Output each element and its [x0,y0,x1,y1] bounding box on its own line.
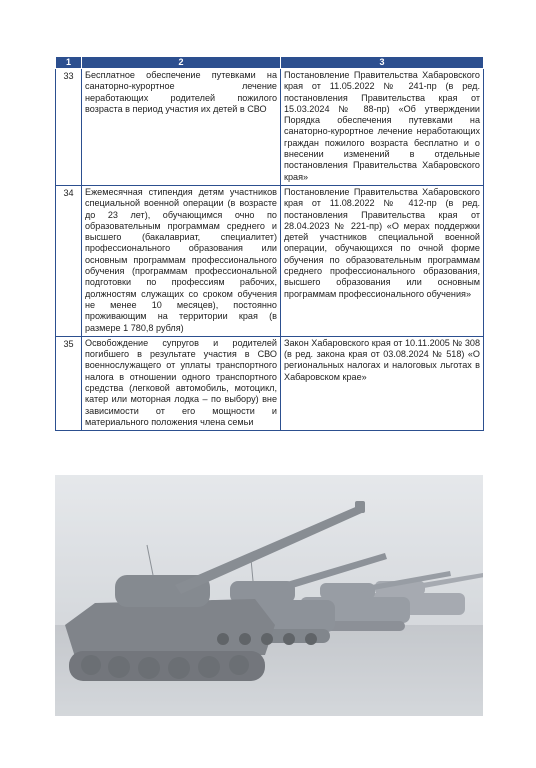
table-row [56,336,484,430]
row-number: 35 [56,336,82,430]
legal-act: Постановление Правительства Хабаровского края от 11.05.2022 № 241-пр (в ред. постановления Правительства края от 15.03.2024 № 88-пр) «Об утверждении Порядка обеспечения путевками на санаторно-курортное лечение неработающих граждан пожилого возраста бесплатно и о внесении изменений в отдельные постановления Правительства Хабаровского края» [281,69,484,186]
measure-description: Освобождение супругов и родителей погибшего в результате участия в СВО военнослужащего от уплаты транспортного налога в отношении одного транспортного средства (легковой автомобиль, мотоцикл, катер или моторная лодка – по выбору) вне зависимости от его мощности и материального положения члена семьи [82,336,281,430]
legal-act: Закон Хабаровского края от 10.11.2005 № 308 (в ред. закона края от 03.08.2024 № 518) «О региональных налогах и налоговых льготах в Хабаровском крае» [281,336,484,430]
header-col-2: 2 [82,57,281,69]
row-number: 34 [56,185,82,336]
header-col-3: 3 [281,57,484,69]
measure-description: Ежемесячная стипендия детям участников специальной военной операции (в возрасте до 23 лет), обучающимся очно по образовательным программам среднего и высшего (бакалавриат, специалитет) профессионального образования или основным программам профессионального обучения (программам профессиональной подготовки по профессиям рабочих, должностям служащих со сроком обучения не менее 10 месяцев), постоянно проживающим на территории края (в размере 1 780,8 рубля) [82,185,281,336]
table-row [56,185,484,336]
header-col-1: 1 [56,57,82,69]
row-number: 33 [56,69,82,186]
tanks-photo [55,475,483,716]
measure-description: Бесплатное обеспечение путевками на санаторно-курортное лечение неработающих родителей пожилого возраста в период участия их детей в СВО [82,69,281,186]
table-header-row [56,57,484,69]
measures-table [55,56,484,431]
legal-act: Постановление Правительства Хабаровского края от 11.08.2022 № 412-пр (в ред. постановления Правительства края от 28.04.2023 № 221-пр) «О мерах поддержки детей участников специальной военной операции, обучающихся по очной форме обучения по образовательным программам среднего профессионального образования, высшего образования или основным программам профессионального обучения» [281,185,484,336]
table-row [56,69,484,186]
tanks-photo-icon [55,475,483,716]
